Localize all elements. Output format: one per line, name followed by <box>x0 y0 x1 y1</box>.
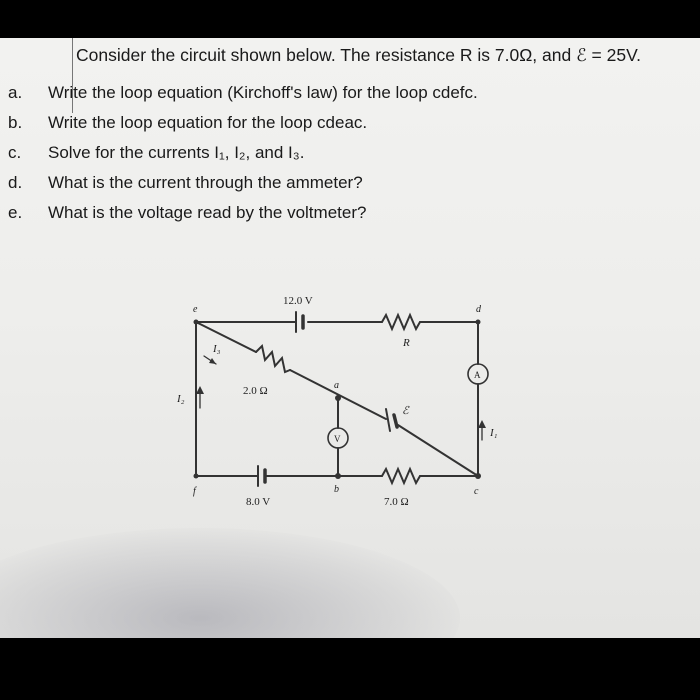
emf-diag-long-plate <box>386 409 390 431</box>
node-dot-d <box>476 320 481 325</box>
circuit-diagram <box>0 38 700 638</box>
label-node-c: c <box>474 486 479 497</box>
wire-diag-1 <box>196 322 256 352</box>
label-node-b: b <box>334 484 339 495</box>
label-i1: I₁ <box>490 427 498 439</box>
arrowhead-i2 <box>196 386 204 394</box>
arrowhead-i3 <box>209 358 216 364</box>
label-node-f: f <box>193 486 196 497</box>
node-dot-c <box>475 473 481 479</box>
label-battery-bottom: 8.0 V <box>246 496 271 508</box>
label-emf: ℰ <box>402 405 409 417</box>
label-i3: I₃ <box>213 343 221 355</box>
label-ammeter: A <box>474 370 481 380</box>
label-battery-top: 12.0 V <box>283 295 313 307</box>
question-label: d. <box>8 173 23 192</box>
question-label: e. <box>8 203 23 222</box>
question-label: c. <box>8 143 22 162</box>
label-resistor-2ohm: 2.0 Ω <box>243 385 268 397</box>
question-label: b. <box>8 113 23 132</box>
label-i2: I₂ <box>177 393 185 405</box>
node-dot-f <box>194 474 199 479</box>
node-dot-e <box>194 320 199 325</box>
emf-diag-short-plate <box>394 415 397 427</box>
label-resistor-r: R <box>403 337 410 349</box>
worksheet-page <box>0 38 700 638</box>
question-text: Solve for the currents I₁, I₂, and I₃. <box>48 143 305 162</box>
question-text: Write the loop equation for the loop cdeac. <box>48 113 368 132</box>
node-dot-b <box>335 473 341 479</box>
question-text: Write the loop equation (Kirchoff's law) for the loop cdefc. <box>48 83 478 102</box>
resistor-7ohm <box>382 469 420 483</box>
problem-intro: Consider the circuit shown below. The resistance R is 7.0Ω, and ℰ = 25V. <box>76 45 642 65</box>
label-voltmeter: V <box>334 434 341 444</box>
label-resistor-7ohm: 7.0 Ω <box>384 496 409 508</box>
label-node-e: e <box>193 304 198 315</box>
question-text: What is the voltage read by the voltmeter? <box>48 203 367 222</box>
arrowhead-i1 <box>478 420 486 428</box>
label-node-d: d <box>476 304 481 315</box>
question-text: What is the current through the ammeter? <box>48 173 363 192</box>
question-label: a. <box>8 83 23 102</box>
node-dot-a <box>335 395 341 401</box>
label-node-a: a <box>334 380 339 391</box>
resistor-2ohm <box>256 346 290 372</box>
resistor-r <box>382 315 420 329</box>
